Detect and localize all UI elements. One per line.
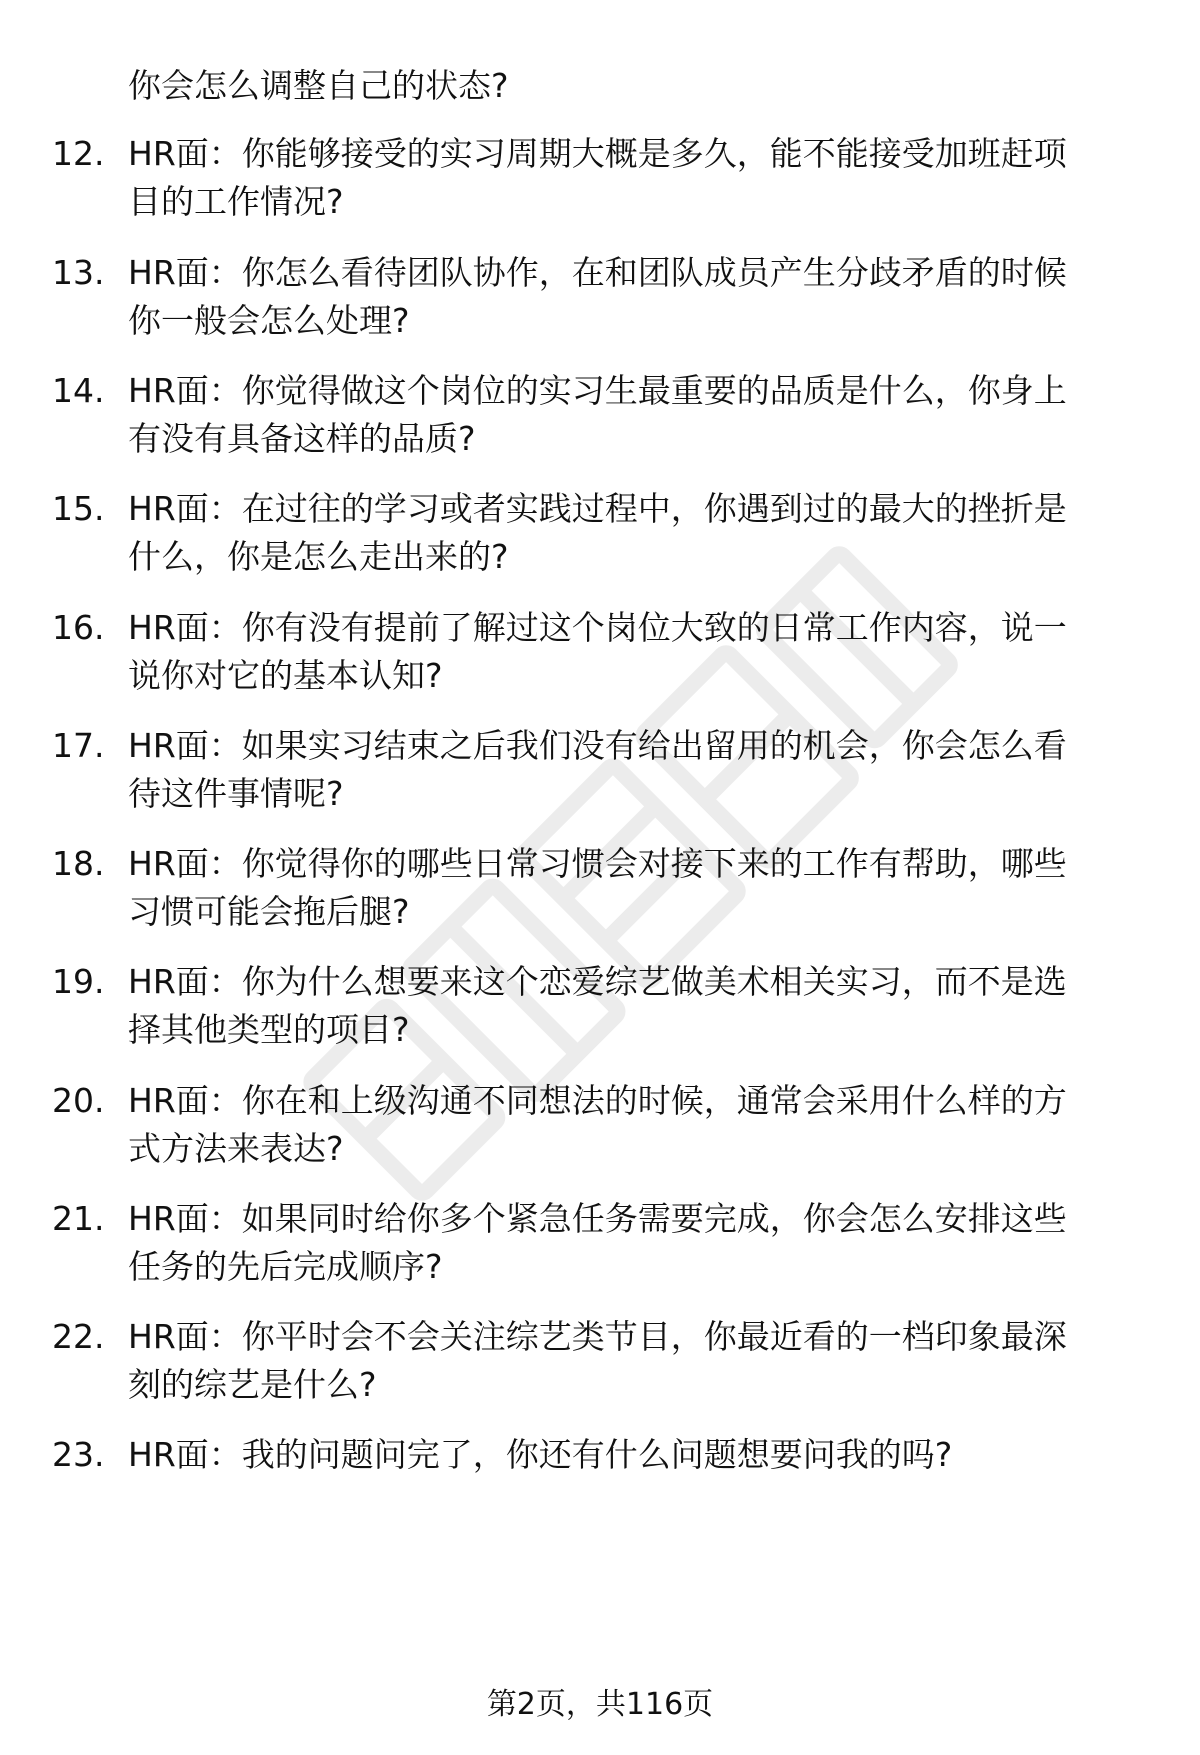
question-number: 21.	[52, 1199, 105, 1238]
question-number: 13.	[52, 253, 105, 292]
question-text: HR面：如果实习结束之后我们没有给出留用的机会，你会怎么看 待这件事情呢?	[128, 726, 1067, 813]
question-number: 23.	[52, 1435, 105, 1474]
question-number: 14.	[52, 371, 105, 410]
question-number: 19.	[52, 962, 105, 1001]
question-text: HR面：如果同时给你多个紧急任务需要完成，你会怎么安排这些 任务的先后完成顺序?	[128, 1199, 1067, 1286]
question-text: HR面：你能够接受的实习周期大概是多久，能不能接受加班赶项 目的工作情况?	[128, 134, 1067, 221]
question-text: HR面：我的问题问完了，你还有什么问题想要问我的吗?	[128, 1435, 953, 1474]
question-text: HR面：你怎么看待团队协作，在和团队成员产生分歧矛盾的时候 你一般会怎么处理?	[128, 253, 1067, 340]
question-number: 18.	[52, 844, 105, 883]
question-number: 12.	[52, 134, 105, 173]
page-number-footer: 第2页，共116页	[486, 1687, 714, 1722]
question-text: HR面：你在和上级沟通不同想法的时候，通常会采用什么样的方 式方法来表达?	[128, 1081, 1067, 1168]
question-text: HR面：你平时会不会关注综艺类节目，你最近看的一档印象最深 刻的综艺是什么?	[128, 1317, 1067, 1404]
continued-question-text: 你会怎么调整自己的状态?	[128, 66, 509, 105]
question-text: HR面：你为什么想要来这个恋爱综艺做美术相关实习，而不是选 择其他类型的项目?	[128, 962, 1067, 1049]
question-number: 20.	[52, 1081, 105, 1120]
question-text: HR面：在过往的学习或者实践过程中，你遇到过的最大的挫折是 什么，你是怎么走出来的?	[128, 489, 1067, 576]
question-number: 16.	[52, 608, 105, 647]
question-number: 15.	[52, 489, 105, 528]
question-text: HR面：你有没有提前了解过这个岗位大致的日常工作内容，说一 说你对它的基本认知?	[128, 608, 1067, 695]
question-number: 22.	[52, 1317, 105, 1356]
question-text: HR面：你觉得做这个岗位的实习生最重要的品质是什么，你身上 有没有具备这样的品质?	[128, 371, 1067, 458]
question-text: HR面：你觉得你的哪些日常习惯会对接下来的工作有帮助，哪些 习惯可能会拖后腿?	[128, 844, 1067, 931]
question-number: 17.	[52, 726, 105, 765]
